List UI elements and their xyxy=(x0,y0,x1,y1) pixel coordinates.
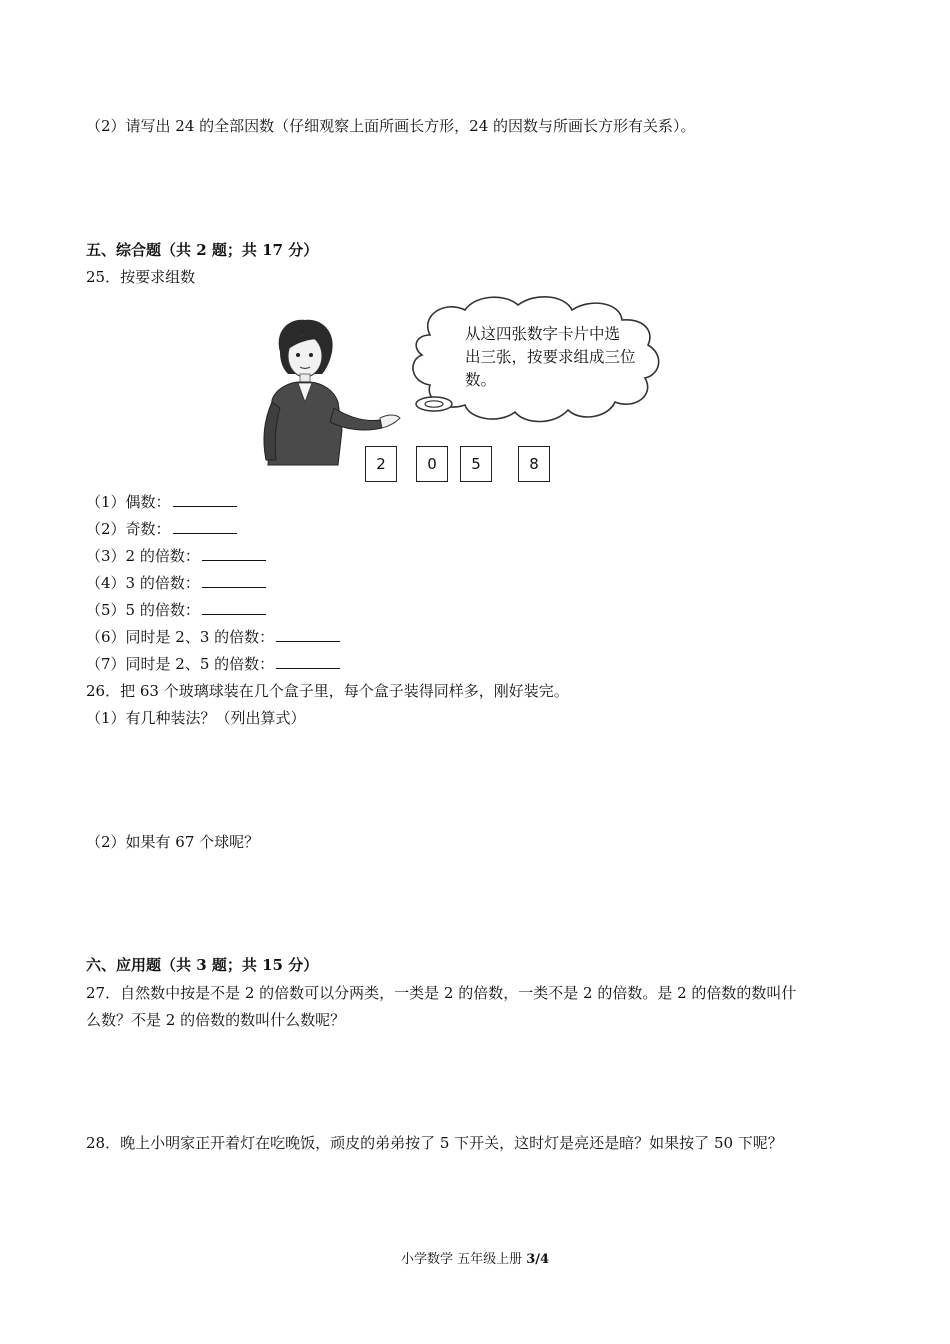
q25-part1-label: （1）偶数： xyxy=(86,493,171,511)
q25-part7 xyxy=(86,654,340,674)
q26-part1: （1）有几种装法？（列出算式） xyxy=(86,709,306,727)
q24-part2: （2）请写出 24 的全部因数（仔细观察上面所画长方形，24 的因数与所画长方形有关系）。 xyxy=(86,117,696,135)
q25-part3-label: （3）2 的倍数： xyxy=(86,547,200,565)
q25-part2 xyxy=(86,519,237,539)
number-card-5: 5 xyxy=(460,446,492,482)
q25-part4 xyxy=(86,573,266,593)
q27-line1: 27．自然数中按是不是 2 的倍数可以分两类，一类是 2 的倍数，一类不是 2 的倍数。是 2 的倍数的数叫什 xyxy=(86,984,797,1002)
q28-text: 28．晚上小明家正开着灯在吃晚饭，顽皮的弟弟按了 5 下开关，这时灯是亮还是暗？如果按了 50 下呢？ xyxy=(86,1134,783,1152)
q27-line2: 么数？不是 2 的倍数的数叫什么数呢？ xyxy=(86,1011,346,1029)
answer-blank[interactable] xyxy=(173,519,237,534)
q25-part1 xyxy=(86,492,237,512)
q25-part6-label: （6）同时是 2、3 的倍数： xyxy=(86,628,275,646)
q25-part2-label: （2）奇数： xyxy=(86,520,171,538)
bubble-line-3: 数。 xyxy=(465,371,497,389)
q25-part5-label: （5）5 的倍数： xyxy=(86,601,200,619)
number-card-0: 0 xyxy=(416,446,448,482)
q26-title: 26．把 63 个玻璃球装在几个盒子里，每个盒子装得同样多，刚好装完。 xyxy=(86,682,569,700)
section5-heading: 五、综合题（共 2 题；共 17 分） xyxy=(86,241,319,259)
page-footer xyxy=(0,1248,950,1267)
q25-part5 xyxy=(86,600,266,620)
teacher-figure-icon xyxy=(264,320,400,465)
footer-subject: 小学数学 五年级上册 xyxy=(400,1252,527,1267)
number-card-8: 8 xyxy=(518,446,550,482)
q25-part6 xyxy=(86,627,340,647)
section6-heading: 六、应用题（共 3 题；共 15 分） xyxy=(86,956,319,974)
answer-blank[interactable] xyxy=(202,573,266,588)
answer-blank[interactable] xyxy=(202,546,266,561)
q25-title: 25．按要求组数 xyxy=(86,268,196,286)
answer-blank[interactable] xyxy=(173,492,237,507)
q26-part2: （2）如果有 67 个球呢？ xyxy=(86,833,260,851)
answer-blank[interactable] xyxy=(276,627,340,642)
q25-part7-label: （7）同时是 2、5 的倍数： xyxy=(86,655,275,673)
q25-part3 xyxy=(86,546,266,566)
q25-part4-label: （4）3 的倍数： xyxy=(86,574,200,592)
answer-blank[interactable] xyxy=(276,654,340,669)
number-card-2: 2 xyxy=(365,446,397,482)
footer-page-number: 3/4 xyxy=(526,1252,550,1267)
answer-blank[interactable] xyxy=(202,600,266,615)
bubble-line-1: 从这四张数字卡片中选 xyxy=(465,325,621,343)
bubble-line-2: 出三张，按要求组成三位 xyxy=(465,348,636,366)
